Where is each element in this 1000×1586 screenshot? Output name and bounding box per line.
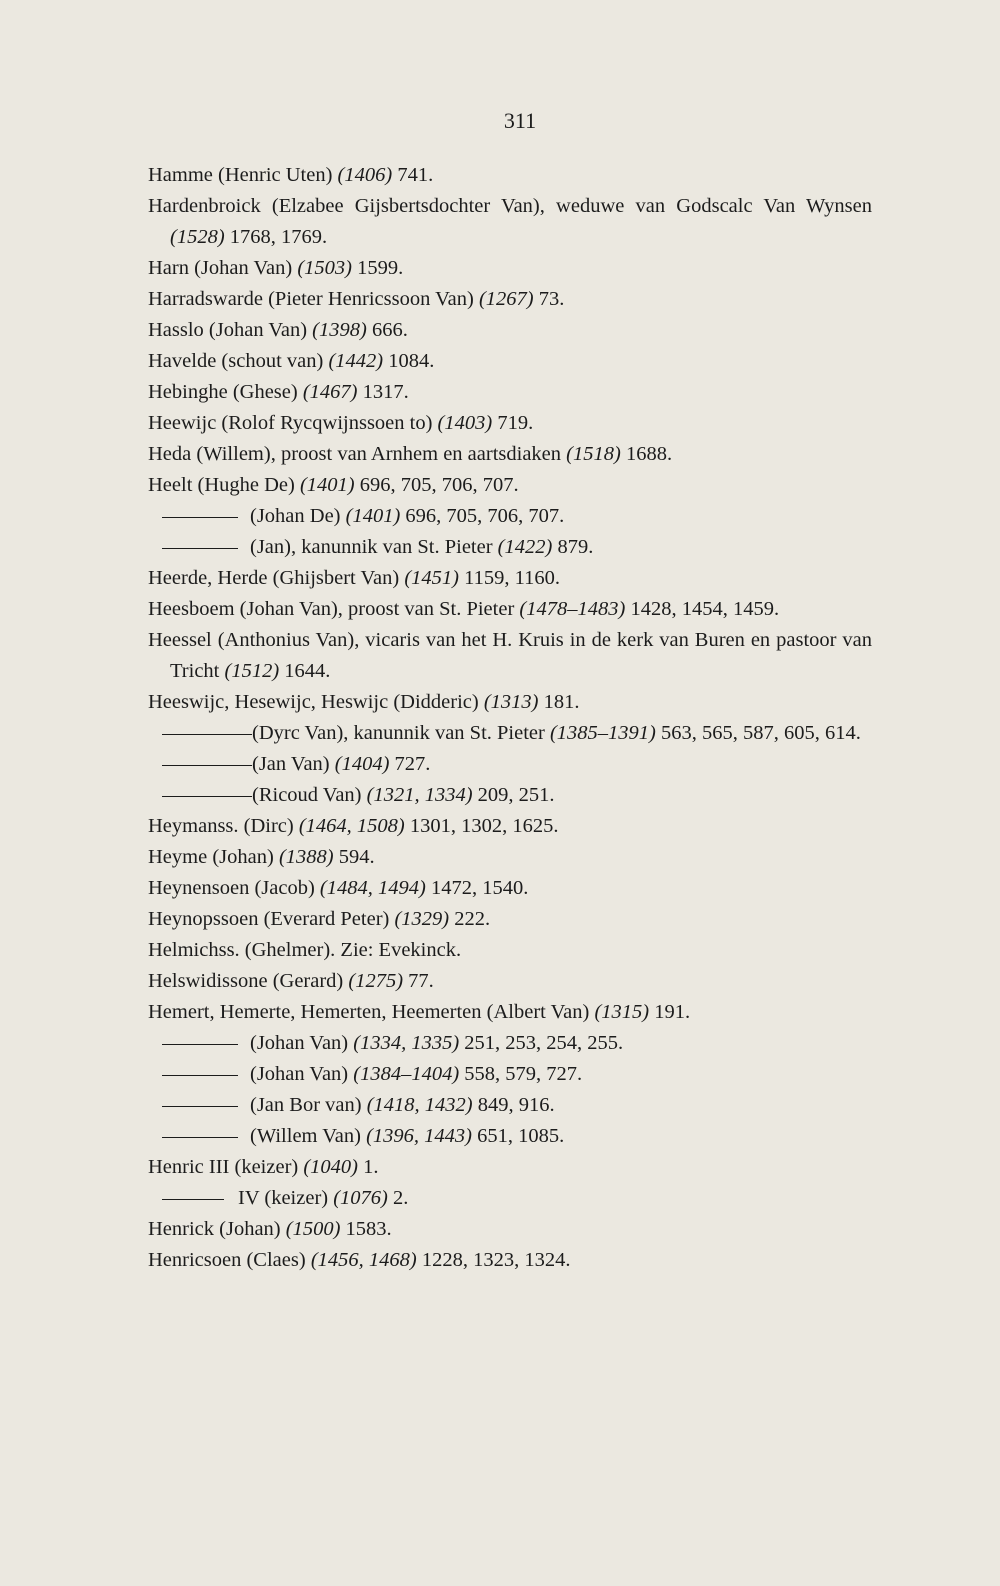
index-entry	[148, 408, 872, 439]
entry-years: (1406)	[337, 164, 393, 186]
index-entry	[148, 1183, 872, 1214]
index-entry	[148, 718, 872, 749]
entry-refs: 696, 705, 706, 707.	[405, 505, 565, 527]
entry-years: (1442)	[328, 350, 384, 372]
index-entry	[148, 1059, 872, 1090]
entry-years: (1398)	[312, 319, 367, 341]
entry-years: (1418, 1432)	[366, 1094, 473, 1116]
entry-name: (Johan De)	[250, 505, 341, 527]
entry-years: (1401)	[345, 505, 401, 527]
index-entry	[148, 346, 872, 377]
entry-years: (1484, 1494)	[319, 877, 426, 899]
entry-refs: 1301, 1302, 1625.	[409, 815, 559, 837]
entry-refs: 1084.	[388, 350, 435, 372]
index-entry	[148, 625, 872, 687]
entry-years: (1503)	[297, 257, 353, 279]
entry-years: (1384–1404)	[353, 1063, 460, 1085]
index-entry	[148, 284, 872, 315]
index-entry	[148, 377, 872, 408]
entry-years: (1403)	[437, 412, 493, 434]
entry-refs: 222.	[454, 908, 491, 930]
index-entry	[148, 563, 872, 594]
entry-refs: 191.	[654, 1001, 691, 1023]
entry-years: (1321, 1334)	[366, 784, 473, 806]
entry-name: Harradswarde (Pieter Henricssoon Van)	[148, 288, 474, 310]
entry-years: (1518)	[566, 443, 621, 465]
entry-years: (1528)	[170, 226, 225, 248]
index-entry	[148, 160, 872, 191]
entry-name: IV (keizer)	[238, 1187, 329, 1209]
entry-name: (Johan Van)	[250, 1063, 349, 1085]
ditto-rule	[162, 1044, 238, 1045]
entry-refs: 594.	[338, 846, 375, 868]
entry-refs: 1688.	[625, 443, 673, 465]
entry-refs: 741.	[397, 164, 434, 186]
entry-name: (Jan Bor van)	[250, 1094, 362, 1116]
index-entry	[148, 1028, 872, 1059]
entry-years: (1467)	[302, 381, 358, 403]
entry-years: (1422)	[497, 536, 553, 558]
ditto-rule	[162, 734, 252, 735]
entry-years: (1396, 1443)	[366, 1125, 472, 1147]
entry-refs: 77.	[408, 970, 434, 992]
entry-refs: 1428, 1454, 1459.	[630, 598, 780, 620]
entry-refs: 696, 705, 706, 707.	[359, 474, 519, 496]
entry-years: (1500)	[285, 1218, 341, 1240]
index-entry	[148, 904, 872, 935]
entry-name: Heyme (Johan)	[148, 846, 274, 868]
index-entry	[148, 873, 872, 904]
entry-refs: 2.	[393, 1187, 409, 1209]
entry-refs: 558, 579, 727.	[464, 1063, 583, 1085]
index-entries	[148, 160, 872, 1276]
entry-name: Henric III (keizer)	[148, 1156, 299, 1178]
entry-years: (1267)	[478, 288, 534, 310]
entry-name: Hardenbroick (Elzabee Gijsbertsdochter Van), weduwe van Godscalc Van Wynsen	[148, 195, 872, 217]
entry-name: Heymanss. (Dirc)	[148, 815, 294, 837]
entry-refs: 1599.	[357, 257, 404, 279]
entry-years: (1451)	[404, 567, 459, 589]
ditto-rule	[162, 796, 252, 797]
entry-name: Harn (Johan Van)	[148, 257, 293, 279]
index-entry	[148, 1121, 872, 1152]
entry-name: Helswidissone (Gerard)	[148, 970, 344, 992]
entry-years: (1076)	[333, 1187, 388, 1209]
ditto-rule	[162, 765, 252, 766]
entry-years: (1329)	[394, 908, 450, 930]
entry-years: (1478–1483)	[519, 598, 626, 620]
index-entry	[148, 687, 872, 718]
entry-name: Heewijc (Rolof Rycqwijnssoen to)	[148, 412, 433, 434]
ditto-rule	[162, 1075, 238, 1076]
index-entry	[148, 191, 872, 253]
index-entry	[148, 532, 872, 563]
entry-refs: 1768, 1769.	[229, 226, 328, 248]
entry-years: (1464, 1508)	[298, 815, 405, 837]
entry-years: (1315)	[594, 1001, 650, 1023]
index-entry	[148, 935, 872, 966]
index-entry	[148, 1152, 872, 1183]
entry-refs: 1159, 1160.	[464, 567, 560, 589]
entry-refs: 1317.	[362, 381, 409, 403]
entry-refs: 209, 251.	[477, 784, 555, 806]
entry-name: Heeswijc, Hesewijc, Heswijc (Didderic)	[148, 691, 479, 713]
entry-refs: 251, 253, 254, 255.	[464, 1032, 624, 1054]
entry-name: Heynopssoen (Everard Peter)	[148, 908, 390, 930]
entry-name: Hasslo (Johan Van)	[148, 319, 308, 341]
entry-refs: 73.	[538, 288, 565, 310]
entry-years: (1512)	[224, 660, 280, 682]
index-entry	[148, 594, 872, 625]
entry-name: Helmichss. (Ghelmer). Zie: Evekinck.	[148, 939, 462, 961]
index-entry	[148, 1090, 872, 1121]
index-entry	[148, 966, 872, 997]
entry-refs: 1644.	[284, 660, 331, 682]
entry-name: Heessel (Anthonius Van), vicaris van het H. Kruis in de kerk van Buren en pastoor van Tricht	[148, 629, 872, 682]
entry-refs: 563, 565, 587, 605, 614.	[660, 722, 861, 744]
entry-name: (Ricoud Van)	[252, 784, 362, 806]
entry-years: (1456, 1468)	[310, 1249, 417, 1271]
entry-name: Hemert, Hemerte, Hemerten, Heemerten (Albert Van)	[148, 1001, 590, 1023]
index-entry	[148, 842, 872, 873]
entry-years: (1404)	[334, 753, 390, 775]
entry-name: Henricsoen (Claes)	[148, 1249, 306, 1271]
index-entry	[148, 780, 872, 811]
index-entry	[148, 253, 872, 284]
index-entry	[148, 470, 872, 501]
index-entry	[148, 749, 872, 780]
entry-refs: 719.	[497, 412, 534, 434]
entry-refs: 181.	[543, 691, 580, 713]
index-entry	[148, 501, 872, 532]
entry-refs: 1228, 1323, 1324.	[421, 1249, 571, 1271]
entry-name: Heesboem (Johan Van), proost van St. Pieter	[148, 598, 515, 620]
entry-refs: 1.	[363, 1156, 379, 1178]
entry-name: Heynensoen (Jacob)	[148, 877, 315, 899]
entry-name: Havelde (schout van)	[148, 350, 324, 372]
entry-name: Heerde, Herde (Ghijsbert Van)	[148, 567, 400, 589]
entry-name: Heda (Willem), proost van Arnhem en aartsdiaken	[148, 443, 562, 465]
entry-refs: 1583.	[345, 1218, 392, 1240]
entry-name: Henrick (Johan)	[148, 1218, 281, 1240]
entry-name: (Johan Van)	[250, 1032, 349, 1054]
ditto-rule	[162, 517, 238, 518]
entry-name: (Jan), kanunnik van St. Pieter	[250, 536, 493, 558]
entry-refs: 849, 916.	[477, 1094, 555, 1116]
page-number: 311	[503, 108, 537, 133]
ditto-rule	[162, 1106, 238, 1107]
entry-years: (1334, 1335)	[353, 1032, 460, 1054]
index-entry	[148, 1214, 872, 1245]
index-entry	[148, 439, 872, 470]
entry-years: (1275)	[348, 970, 404, 992]
entry-years: (1388)	[278, 846, 334, 868]
entry-name: (Willem Van)	[250, 1125, 361, 1147]
entry-name: Hebinghe (Ghese)	[148, 381, 298, 403]
entry-refs: 727.	[394, 753, 431, 775]
entry-name: Hamme (Henric Uten)	[148, 164, 333, 186]
entry-years: (1401)	[299, 474, 355, 496]
index-entry	[148, 997, 872, 1028]
entry-refs: 651, 1085.	[477, 1125, 565, 1147]
index-entry	[148, 811, 872, 842]
entry-name: (Dyrc Van), kanunnik van St. Pieter	[252, 722, 545, 744]
entry-years: (1385–1391)	[549, 722, 656, 744]
entry-years: (1040)	[303, 1156, 359, 1178]
index-entry	[148, 1245, 872, 1276]
entry-refs: 879.	[557, 536, 594, 558]
entry-refs: 1472, 1540.	[430, 877, 529, 899]
entry-name: (Jan Van)	[252, 753, 330, 775]
entry-name: Heelt (Hughe De)	[148, 474, 295, 496]
ditto-rule	[162, 1137, 238, 1138]
index-entry	[148, 315, 872, 346]
ditto-rule	[162, 1199, 224, 1200]
entry-years: (1313)	[483, 691, 539, 713]
ditto-rule	[162, 548, 238, 549]
entry-refs: 666.	[371, 319, 408, 341]
